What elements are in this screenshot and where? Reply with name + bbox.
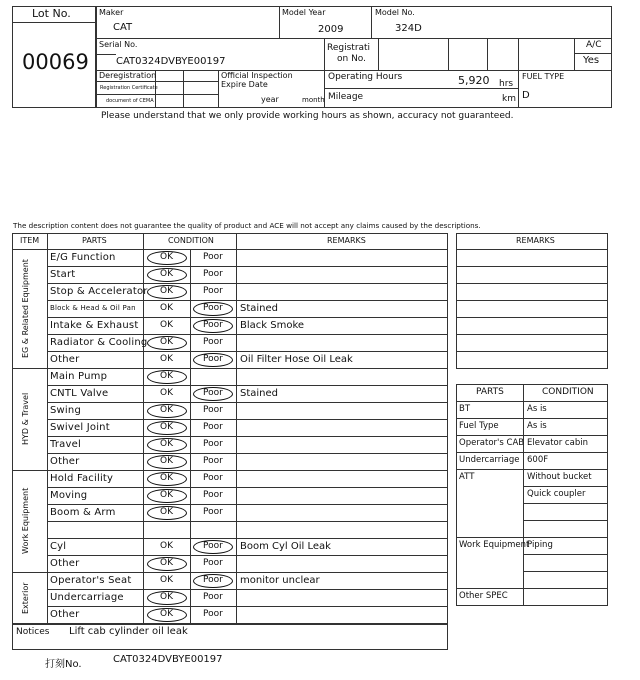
spec-condition: 600F (527, 455, 549, 465)
ok-circle (147, 455, 187, 469)
poor-option: Poor (203, 354, 223, 364)
serial-value: CAT0324DVBYE00197 (116, 56, 226, 67)
part-name: Travel (50, 439, 81, 450)
part-name: Other (50, 609, 80, 620)
model-year-label: Model Year (282, 8, 326, 17)
model-year-value: 2009 (318, 24, 344, 35)
ok-option: OK (160, 388, 173, 398)
poor-option: Poor (203, 592, 223, 602)
poor-option: Poor (203, 303, 223, 313)
ok-option: OK (160, 507, 173, 517)
part-name: Other (50, 558, 80, 569)
part-name: Other (50, 456, 80, 467)
poor-option: Poor (203, 575, 223, 585)
part-name: Moving (50, 490, 88, 501)
poor-circle (193, 387, 233, 401)
part-name: Radiator & Cooling (50, 337, 148, 348)
maker-label: Maker (99, 8, 124, 17)
ok-option: OK (160, 439, 173, 449)
registration-label-2: on No. (337, 54, 367, 64)
ok-option: OK (160, 252, 173, 262)
part-name: Main Pump (50, 371, 108, 382)
spec-condition: Elevator cabin (527, 438, 588, 448)
spec-part: BT (459, 404, 471, 414)
poor-option: Poor (203, 422, 223, 432)
ok-option: OK (160, 541, 173, 551)
poor-circle (193, 353, 233, 367)
spec-condition: Quick coupler (527, 489, 586, 499)
ac-label: A/C (586, 40, 602, 50)
group-label: EG & Related Equipment (21, 259, 30, 358)
item-header: ITEM (20, 236, 40, 245)
ok-option: OK (160, 422, 173, 432)
maker-value: CAT (113, 22, 133, 33)
registration-certificate-label: Registration Certificate (100, 85, 158, 91)
side-condition-header: CONDITION (542, 387, 594, 397)
condition-header: CONDITION (168, 236, 214, 245)
poor-circle (193, 302, 233, 316)
registration-label: Registrati (327, 43, 371, 53)
ok-option: OK (160, 320, 173, 330)
part-name: Operator's Seat (50, 575, 132, 586)
ok-option: OK (160, 575, 173, 585)
part-name: Hold Facility (50, 473, 114, 484)
ok-circle (147, 336, 187, 350)
operating-hours-label: Operating Hours (328, 72, 403, 82)
part-name: Undercarriage (50, 592, 124, 603)
poor-option: Poor (203, 473, 223, 483)
ok-option: OK (160, 490, 173, 500)
poor-option: Poor (203, 405, 223, 415)
part-name: Swing (50, 405, 81, 416)
ok-circle (147, 608, 187, 622)
ok-option: OK (160, 473, 173, 483)
notices-label: Notices (16, 627, 50, 637)
part-name: Other (50, 354, 80, 365)
fuel-type-label: FUEL TYPE (522, 72, 565, 81)
spec-part: ATT (459, 472, 475, 482)
ok-option: OK (160, 592, 173, 602)
ok-circle (147, 421, 187, 435)
poor-option: Poor (203, 286, 223, 296)
part-name: Block & Head & Oil Pan (50, 304, 136, 312)
ok-option: OK (160, 558, 173, 568)
poor-option: Poor (203, 269, 223, 279)
ac-value: Yes (583, 55, 600, 66)
part-name: Cyl (50, 541, 67, 552)
poor-option: Poor (203, 456, 223, 466)
operating-hours-value: 5,920 (458, 74, 490, 87)
ok-circle (147, 489, 187, 503)
ok-option: OK (160, 456, 173, 466)
lot-label: Lot No. (32, 7, 71, 20)
part-name: Intake & Exhaust (50, 320, 139, 331)
remark-text: Oil Filter Hose Oil Leak (240, 354, 353, 365)
ok-option: OK (160, 337, 173, 347)
fuel-type-value: D (522, 90, 530, 101)
part-name: Start (50, 269, 76, 280)
ok-option: OK (160, 354, 173, 364)
parts-header: PARTS (82, 236, 107, 245)
part-name: CNTL Valve (50, 388, 109, 399)
remark-text: Stained (240, 388, 279, 399)
part-name: Swivel Joint (50, 422, 110, 433)
hrs-unit: hrs (499, 79, 514, 89)
poor-option: Poor (203, 609, 223, 619)
spec-part: Work Equipment (459, 540, 530, 550)
poor-circle (193, 319, 233, 333)
ok-option: OK (160, 609, 173, 619)
poor-option: Poor (203, 439, 223, 449)
remarks-header: REMARKS (327, 236, 366, 245)
ok-option: OK (160, 286, 173, 296)
mileage-label: Mileage (328, 92, 364, 102)
ok-circle (147, 438, 187, 452)
ok-circle (147, 557, 187, 571)
ok-circle (147, 268, 187, 282)
deregistration-label: Deregistration (99, 71, 157, 80)
part-name: Boom & Arm (50, 507, 116, 518)
ok-option: OK (160, 303, 173, 313)
poor-option: Poor (203, 507, 223, 517)
expire-date-label: Expire Date (221, 80, 268, 89)
spec-condition: As is (527, 404, 547, 414)
official-inspection-label: Official Inspection (221, 71, 293, 80)
ok-circle (147, 506, 187, 520)
part-name: Stop & Accelerator (50, 286, 148, 297)
ok-circle (147, 370, 187, 384)
remark-text: monitor unclear (240, 575, 320, 586)
ok-circle (147, 285, 187, 299)
poor-option: Poor (203, 558, 223, 568)
ok-option: OK (160, 269, 173, 279)
ok-circle (147, 472, 187, 486)
spec-condition: As is (527, 421, 547, 431)
part-name: E/G Function (50, 252, 116, 263)
spec-condition: Piping (527, 540, 553, 550)
poor-option: Poor (203, 490, 223, 500)
group-label: Exterior (21, 581, 30, 614)
model-no-value: 324D (395, 23, 422, 34)
lot-number: 00069 (22, 50, 89, 74)
spec-condition: Without bucket (527, 472, 592, 482)
poor-option: Poor (203, 252, 223, 262)
side-remarks-header: REMARKS (516, 236, 555, 245)
group-label: Work Equipment (21, 487, 30, 554)
ok-circle (147, 591, 187, 605)
serial-label: Serial No. (99, 40, 138, 49)
poor-option: Poor (203, 388, 223, 398)
km-unit: km (502, 94, 516, 104)
remark-text: Black Smoke (240, 320, 305, 331)
remark-text: Boom Cyl Oil Leak (240, 541, 331, 552)
spec-part: Other SPEC (459, 591, 508, 601)
document-cema-label: document of CEMA (106, 98, 154, 104)
month-label: month (302, 96, 325, 104)
year-label: year (261, 95, 279, 104)
model-no-label: Model No. (375, 8, 415, 17)
ok-option: OK (160, 371, 173, 381)
ok-circle (147, 404, 187, 418)
poor-option: Poor (203, 337, 223, 347)
stamp-label: 打刻No. (45, 659, 82, 670)
ok-circle (147, 251, 187, 265)
stamp-value: CAT0324DVBYE00197 (113, 654, 223, 665)
spec-part: Fuel Type (459, 421, 499, 431)
group-label: HYD & Travel (21, 392, 30, 445)
remark-text: Stained (240, 303, 279, 314)
spec-part: Undercarriage (459, 455, 520, 465)
notices-text: Lift cab cylinder oil leak (69, 626, 188, 637)
spec-part: Operator's CAB (459, 438, 525, 448)
disclaimer: The description content does not guarantee the quality of product and ACE will not accept any claims caused by the descriptions. (13, 221, 481, 230)
ok-option: OK (160, 405, 173, 415)
poor-circle (193, 574, 233, 588)
poor-option: Poor (203, 320, 223, 330)
poor-option: Poor (203, 541, 223, 551)
side-parts-header: PARTS (476, 387, 504, 397)
hours-note: Please understand that we only provide working hours as shown, accuracy not guaranteed. (101, 111, 514, 121)
poor-circle (193, 540, 233, 554)
